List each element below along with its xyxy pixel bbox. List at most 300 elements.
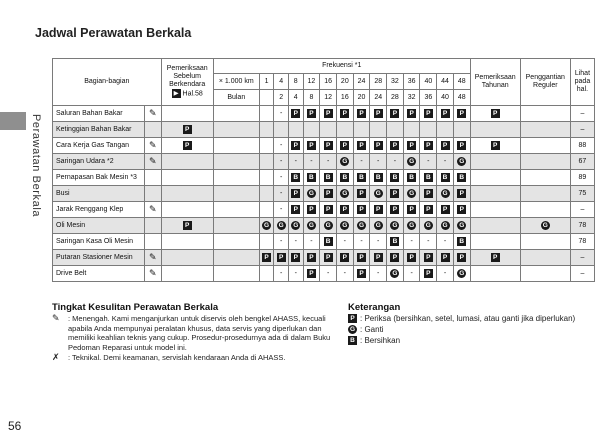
schedule-cell <box>320 250 337 266</box>
schedule-mark: P <box>357 253 366 262</box>
schedule-mark: B <box>357 173 366 182</box>
schedule-mark: P <box>340 109 349 118</box>
schedule-cell <box>274 122 289 138</box>
legend-technical <box>52 353 342 363</box>
schedule-cell <box>453 170 470 186</box>
schedule-cell <box>420 218 437 234</box>
schedule-cell <box>387 186 404 202</box>
schedule-mark: B <box>441 173 450 182</box>
schedule-mark: G <box>278 222 284 229</box>
regular-cell <box>520 250 570 266</box>
annual-mark: P <box>491 141 500 150</box>
schedule-mark: P <box>441 109 450 118</box>
annual-cell <box>470 266 520 282</box>
regular-cell <box>520 122 570 138</box>
key-legend-title: Keterangan <box>348 302 401 313</box>
km-header-0: 1 <box>259 74 274 90</box>
schedule-mark: G <box>342 158 348 165</box>
schedule-cell <box>437 250 454 266</box>
schedule-mark: P <box>390 109 399 118</box>
schedule-mark: B <box>457 237 466 246</box>
difficulty-cell <box>144 218 161 234</box>
item-name: Saluran Bahan Bakar <box>53 106 145 122</box>
km-header-8: 32 <box>387 74 404 90</box>
dash: - <box>410 238 413 245</box>
schedule-cell <box>403 106 420 122</box>
difficulty-cell <box>144 186 161 202</box>
km-header-2: 8 <box>288 74 303 90</box>
spacer-cell <box>213 218 259 234</box>
wrench-icon: ✎ <box>148 108 157 118</box>
schedule-mark: P <box>424 253 433 262</box>
dash: - <box>377 158 380 165</box>
difficulty-cell <box>144 154 161 170</box>
schedule-mark: P <box>340 205 349 214</box>
dash: - <box>393 158 397 165</box>
wrench-icon: ✎ <box>148 156 157 166</box>
dash: - <box>343 238 346 245</box>
precheck-cell <box>161 154 213 170</box>
schedule-mark: B <box>390 173 399 182</box>
km-header-6: 24 <box>353 74 370 90</box>
schedule-cell <box>288 122 303 138</box>
schedule-mark: B <box>407 173 416 182</box>
page-ref-cell: 78 <box>570 234 594 250</box>
difficulty-legend <box>52 302 342 363</box>
schedule-cell <box>288 186 303 202</box>
schedule-cell <box>403 138 420 154</box>
difficulty-cell <box>144 250 161 266</box>
schedule-mark: P <box>291 141 300 150</box>
schedule-mark: G <box>308 222 314 229</box>
schedule-mark: P <box>457 205 466 214</box>
schedule-mark: P <box>307 253 316 262</box>
annual-cell <box>470 234 520 250</box>
schedule-cell <box>453 202 470 218</box>
schedule-cell <box>288 202 303 218</box>
precheck-cell <box>161 106 213 122</box>
item-name: Pernapasan Bak Mesin *3 <box>53 170 145 186</box>
schedule-cell <box>353 122 370 138</box>
regular-cell <box>520 186 570 202</box>
schedule-cell <box>259 122 274 138</box>
schedule-cell <box>288 138 303 154</box>
schedule-cell <box>403 234 420 250</box>
legend-intermediate-text: : Menengah. Kami menganjurkan untuk diservis oleh bengkel AHASS, kecuali apabila Anda mempunyai peralatan khusus, data servis yang diperlukan dan memiliki keahlian teknis yang cukup. Prosedur-prosedurnya ada di dalam Buku Pedoman Reparasi untuk model ini. <box>68 314 331 352</box>
schedule-cell <box>259 170 274 186</box>
page-title: Jadwal Perawatan Berkala <box>35 26 192 40</box>
legend-intermediate <box>52 314 342 352</box>
schedule-cell <box>274 186 289 202</box>
schedule-cell <box>259 106 274 122</box>
dash: - <box>279 174 283 181</box>
item-name: Busi <box>53 186 145 202</box>
annual-cell <box>470 186 520 202</box>
schedule-cell <box>274 154 289 170</box>
key-item-inspect <box>348 313 598 324</box>
schedule-mark: G <box>442 190 448 197</box>
item-name: Oli Mesin <box>53 218 145 234</box>
dash: - <box>343 270 346 277</box>
schedule-mark: B <box>324 237 333 246</box>
schedule-mark: P <box>457 253 466 262</box>
spacer-cell <box>213 234 259 250</box>
schedule-mark: P <box>307 269 316 278</box>
col-item-header: Bagian-bagian <box>53 59 162 106</box>
col-precheck-header: Pemeriksaan Sebelum Berkendara ▶ Hal.58 <box>161 59 213 106</box>
schedule-mark: P <box>390 141 399 150</box>
precheck-mark: P <box>183 125 192 134</box>
km-header-1: 4 <box>274 74 289 90</box>
annual-cell <box>470 202 520 218</box>
schedule-mark: B <box>374 173 383 182</box>
precheck-cell <box>161 250 213 266</box>
schedule-cell <box>320 202 337 218</box>
col-annual-header: Pemeriksaan Tahunan <box>470 59 520 106</box>
difficulty-cell <box>144 106 161 122</box>
difficulty-cell <box>144 138 161 154</box>
schedule-mark: P <box>291 189 300 198</box>
schedule-cell <box>303 202 320 218</box>
item-name: Putaran Stasioner Mesin <box>53 250 145 266</box>
km-header-9: 36 <box>403 74 420 90</box>
schedule-cell <box>437 122 454 138</box>
precheck-cell <box>161 138 213 154</box>
schedule-cell <box>336 234 353 250</box>
schedule-mark: G <box>459 222 465 229</box>
schedule-mark: P <box>357 205 366 214</box>
dash: - <box>443 158 447 165</box>
month-header-10: 36 <box>420 90 437 106</box>
schedule-cell <box>274 202 289 218</box>
precheck-mark: P <box>183 221 192 230</box>
km-header-3: 12 <box>303 74 320 90</box>
schedule-cell <box>353 106 370 122</box>
schedule-cell <box>320 234 337 250</box>
schedule-cell <box>336 154 353 170</box>
schedule-mark: P <box>291 205 300 214</box>
regular-cell <box>520 202 570 218</box>
annual-mark: P <box>491 253 500 262</box>
schedule-cell <box>259 250 274 266</box>
schedule-mark: P <box>457 189 466 198</box>
schedule-cell <box>303 122 320 138</box>
dash: - <box>279 110 283 117</box>
page-ref-cell: – <box>570 106 594 122</box>
schedule-cell <box>274 218 289 234</box>
schedule-cell <box>420 138 437 154</box>
schedule-mark: G <box>264 222 270 229</box>
schedule-mark: G <box>409 222 415 229</box>
page-ref-cell: – <box>570 122 594 138</box>
schedule-mark: P <box>390 253 399 262</box>
schedule-cell <box>288 170 303 186</box>
schedule-mark: P <box>262 253 271 262</box>
schedule-cell <box>353 234 370 250</box>
dash: - <box>427 238 430 245</box>
annual-cell <box>470 138 520 154</box>
schedule-cell <box>420 266 437 282</box>
schedule-cell <box>274 250 289 266</box>
schedule-cell <box>288 250 303 266</box>
schedule-cell <box>403 250 420 266</box>
schedule-cell <box>274 234 289 250</box>
schedule-cell <box>336 266 353 282</box>
schedule-cell <box>420 170 437 186</box>
regular-cell <box>520 234 570 250</box>
month-row-label: Bulan <box>213 90 259 106</box>
schedule-mark: B <box>340 173 349 182</box>
schedule-mark: G <box>425 222 431 229</box>
wrench-icon: ✎ <box>148 268 157 278</box>
schedule-mark: P <box>374 141 383 150</box>
schedule-cell <box>370 266 387 282</box>
precheck-cell <box>161 234 213 250</box>
schedule-cell <box>274 138 289 154</box>
km-header-10: 40 <box>420 74 437 90</box>
schedule-cell <box>353 202 370 218</box>
schedule-cell <box>387 122 404 138</box>
precheck-cell <box>161 218 213 234</box>
dash: - <box>294 158 297 165</box>
regular-cell <box>520 170 570 186</box>
schedule-cell <box>353 250 370 266</box>
regular-cell <box>520 154 570 170</box>
schedule-cell <box>420 250 437 266</box>
annual-cell <box>470 154 520 170</box>
key-item-replace <box>348 324 598 335</box>
schedule-cell <box>387 234 404 250</box>
schedule-cell <box>259 186 274 202</box>
annual-cell <box>470 170 520 186</box>
schedule-cell <box>303 234 320 250</box>
regular-cell <box>520 218 570 234</box>
schedule-mark: P <box>424 141 433 150</box>
schedule-cell <box>453 218 470 234</box>
schedule-mark: G <box>442 222 448 229</box>
schedule-cell <box>387 106 404 122</box>
schedule-mark: P <box>374 253 383 262</box>
schedule-mark: B <box>324 173 333 182</box>
spacer-cell <box>213 250 259 266</box>
schedule-mark: B <box>307 173 316 182</box>
schedule-cell <box>336 122 353 138</box>
dash: - <box>294 270 297 277</box>
key-item-text: : Periksa (bersihkan, setel, lumasi, atau ganti jika diperlukan) <box>360 314 576 323</box>
schedule-mark: G <box>459 158 465 165</box>
table-row <box>53 186 595 202</box>
schedule-cell <box>370 218 387 234</box>
regular-mark: G <box>542 222 548 229</box>
schedule-cell <box>453 106 470 122</box>
month-header-11: 40 <box>437 90 454 106</box>
dash: - <box>360 158 363 165</box>
page-ref-cell: 78 <box>570 218 594 234</box>
month-header-4: 12 <box>320 90 337 106</box>
schedule-mark: P <box>441 141 450 150</box>
schedule-mark: G <box>375 190 381 197</box>
dash: - <box>310 238 313 245</box>
table-row <box>53 122 595 138</box>
schedule-cell <box>259 234 274 250</box>
schedule-mark: G <box>358 222 365 229</box>
schedule-cell <box>353 186 370 202</box>
dash: - <box>377 238 380 245</box>
wrench-icon: ✎ <box>52 313 60 323</box>
schedule-mark: P <box>424 189 433 198</box>
schedule-mark: P <box>441 253 450 262</box>
schedule-cell <box>320 154 337 170</box>
difficulty-cell <box>144 122 161 138</box>
dash: - <box>310 158 313 165</box>
dash: - <box>443 238 447 245</box>
spacer-cell <box>213 186 259 202</box>
spacer-cell <box>213 138 259 154</box>
schedule-cell <box>288 218 303 234</box>
schedule-cell <box>437 106 454 122</box>
schedule-cell <box>303 106 320 122</box>
schedule-mark: P <box>407 141 416 150</box>
schedule-cell <box>320 138 337 154</box>
schedule-cell <box>353 218 370 234</box>
schedule-cell <box>437 266 454 282</box>
schedule-mark: P <box>374 205 383 214</box>
month-header-1: 2 <box>274 90 289 106</box>
item-name: Saringan Kasa Oli Mesin <box>53 234 145 250</box>
schedule-cell <box>288 266 303 282</box>
month-header-8: 28 <box>387 90 404 106</box>
schedule-mark: B <box>457 173 466 182</box>
schedule-cell <box>370 106 387 122</box>
schedule-cell <box>403 186 420 202</box>
spacer-cell <box>213 154 259 170</box>
month-header-6: 20 <box>353 90 370 106</box>
precheck-cell <box>161 122 213 138</box>
schedule-mark: P <box>340 253 349 262</box>
schedule-cell <box>320 218 337 234</box>
schedule-cell <box>420 234 437 250</box>
maintenance-schedule-table <box>52 58 595 282</box>
schedule-cell <box>453 186 470 202</box>
km-header-4: 16 <box>320 74 337 90</box>
schedule-cell <box>387 170 404 186</box>
schedule-mark: P <box>424 109 433 118</box>
annual-cell <box>470 106 520 122</box>
schedule-mark: P <box>340 141 349 150</box>
schedule-cell <box>437 218 454 234</box>
schedule-cell <box>303 250 320 266</box>
schedule-cell <box>420 106 437 122</box>
precheck-cell <box>161 186 213 202</box>
schedule-cell <box>303 170 320 186</box>
dash: - <box>279 190 283 197</box>
inspect-icon: P <box>348 314 357 323</box>
dash: - <box>326 158 330 165</box>
table-row <box>53 106 595 122</box>
schedule-cell <box>259 266 274 282</box>
schedule-cell <box>453 138 470 154</box>
schedule-cell <box>387 138 404 154</box>
spacer-cell <box>213 106 259 122</box>
schedule-cell <box>320 186 337 202</box>
dash: - <box>279 206 283 213</box>
schedule-cell <box>336 218 353 234</box>
schedule-cell <box>453 250 470 266</box>
schedule-mark: P <box>324 141 333 150</box>
precheck-cell <box>161 170 213 186</box>
difficulty-cell <box>144 266 161 282</box>
table-row <box>53 234 595 250</box>
schedule-cell <box>387 218 404 234</box>
schedule-cell <box>336 250 353 266</box>
precheck-cell <box>161 266 213 282</box>
dash: - <box>427 158 430 165</box>
tools-icon: ✗ <box>52 352 60 362</box>
key-item-text: : Ganti <box>360 325 384 334</box>
spacer-cell <box>213 170 259 186</box>
schedule-cell <box>370 250 387 266</box>
dash: - <box>326 270 330 277</box>
difficulty-cell <box>144 202 161 218</box>
dash: - <box>279 238 283 245</box>
item-name: Jarak Renggang Klep <box>53 202 145 218</box>
schedule-mark: P <box>291 253 300 262</box>
schedule-mark: P <box>324 205 333 214</box>
schedule-cell <box>259 202 274 218</box>
dash: - <box>279 142 283 149</box>
schedule-cell <box>453 234 470 250</box>
schedule-cell <box>387 154 404 170</box>
clean-icon: B <box>348 336 357 345</box>
schedule-mark: B <box>424 173 433 182</box>
spacer-cell <box>213 266 259 282</box>
schedule-cell <box>370 202 387 218</box>
col-regular-header: Penggantian Reguler <box>520 59 570 106</box>
dash: - <box>294 238 297 245</box>
schedule-cell <box>353 266 370 282</box>
schedule-cell <box>403 170 420 186</box>
schedule-mark: P <box>424 205 433 214</box>
table-row <box>53 218 595 234</box>
schedule-mark: G <box>342 222 348 229</box>
schedule-cell <box>453 154 470 170</box>
schedule-mark: P <box>277 253 286 262</box>
month-header-3: 8 <box>303 90 320 106</box>
km-header-5: 20 <box>336 74 353 90</box>
regular-cell <box>520 138 570 154</box>
regular-cell <box>520 106 570 122</box>
precheck-cell <box>161 202 213 218</box>
month-header-0 <box>259 90 274 106</box>
schedule-mark: P <box>357 141 366 150</box>
schedule-cell <box>403 122 420 138</box>
schedule-cell <box>403 154 420 170</box>
page-ref-cell: – <box>570 266 594 282</box>
spacer-cell <box>213 122 259 138</box>
schedule-cell <box>303 186 320 202</box>
page-ref-cell: 89 <box>570 170 594 186</box>
key-item-clean <box>348 335 598 346</box>
schedule-cell <box>387 250 404 266</box>
schedule-cell <box>370 170 387 186</box>
km-header-11: 44 <box>437 74 454 90</box>
schedule-cell <box>370 234 387 250</box>
schedule-cell <box>303 218 320 234</box>
schedule-mark: P <box>307 109 316 118</box>
annual-cell <box>470 122 520 138</box>
schedule-cell <box>336 202 353 218</box>
dash: - <box>443 270 447 277</box>
